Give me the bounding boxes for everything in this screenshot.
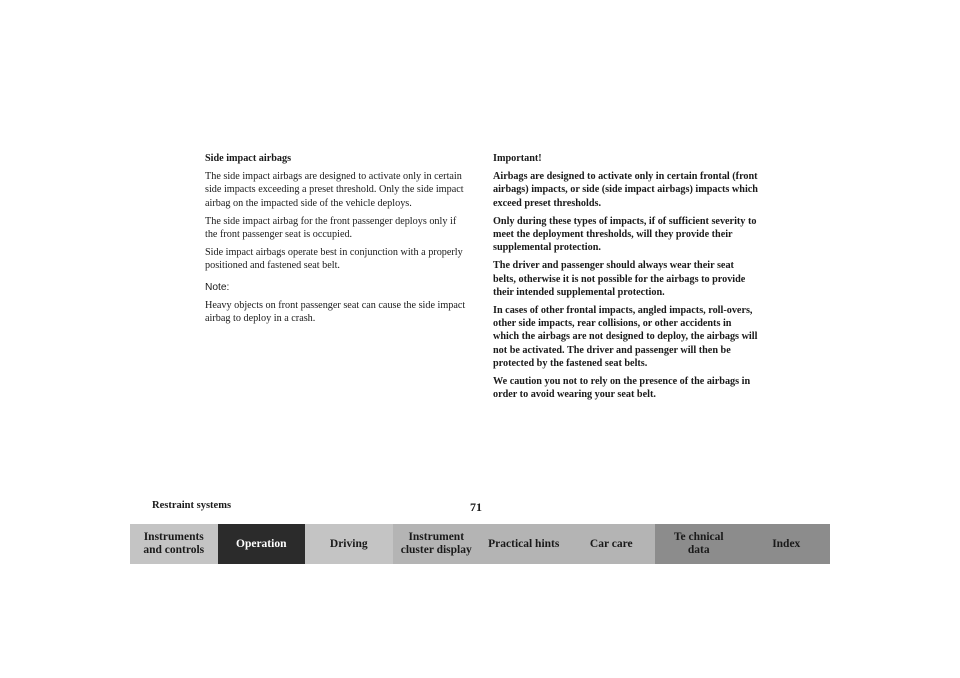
page-number: 71: [470, 500, 482, 514]
paragraph: Only during these types of impacts, if of sufficient severity to meet the deployment thresholds, will they provide their supplemental protection.: [493, 215, 757, 254]
tab-technical-data[interactable]: Te chnical data: [655, 524, 743, 564]
tab-index[interactable]: Index: [743, 524, 831, 564]
tab-instrument-cluster-display[interactable]: Instrument cluster display: [393, 524, 481, 564]
important-heading: Important!: [493, 153, 542, 164]
paragraph: The side impact airbags are designed to activate only in certain side impacts exceeding a preset threshold. Only the side impact airbag on the impacted side of the vehicle deploys.: [205, 171, 464, 209]
tab-operation[interactable]: Operation: [218, 524, 306, 564]
section-title: Restraint systems: [152, 500, 232, 511]
chapter-tabs: [130, 524, 830, 564]
paragraph: Side impact airbags operate best in conjunction with a properly positioned and fastened seat belt.: [205, 247, 463, 272]
right-column: [493, 152, 758, 406]
note-text: Heavy objects on front passenger seat can cause the side impact airbag to deploy in a crash.: [205, 299, 466, 325]
left-column: [205, 152, 467, 330]
tab-car-care[interactable]: Car care: [568, 524, 656, 564]
tab-instruments-and-controls[interactable]: Instruments and controls: [130, 524, 218, 564]
tab-driving[interactable]: Driving: [305, 524, 393, 564]
side-impact-heading: Side impact airbags: [205, 153, 292, 164]
paragraph: In cases of other frontal impacts, angled impacts, roll-overs, other side impacts, rear collisions, or other accidents in which the airbags are not designed to deploy, the airbags will not be activated. The driver and passenger will then be protected by the fastened seat belts.: [493, 305, 758, 369]
note-label: Note:: [205, 281, 230, 293]
paragraph: Airbags are designed to activate only in certain frontal (front airbags) impacts, or side (side impact airbags) impacts which exceed preset thresholds.: [493, 171, 758, 209]
tab-practical-hints[interactable]: Practical hints: [480, 524, 568, 564]
paragraph: The side impact airbag for the front passenger deploys only if the front passenger seat is occupied.: [205, 215, 457, 241]
paragraph: We caution you not to rely on the presence of the airbags in order to avoid wearing your seat belt.: [493, 376, 751, 401]
paragraph: The driver and passenger should always wear their seat belts, otherwise it is not possible for the airbags to provide their intended supplemental protection.: [493, 260, 746, 298]
